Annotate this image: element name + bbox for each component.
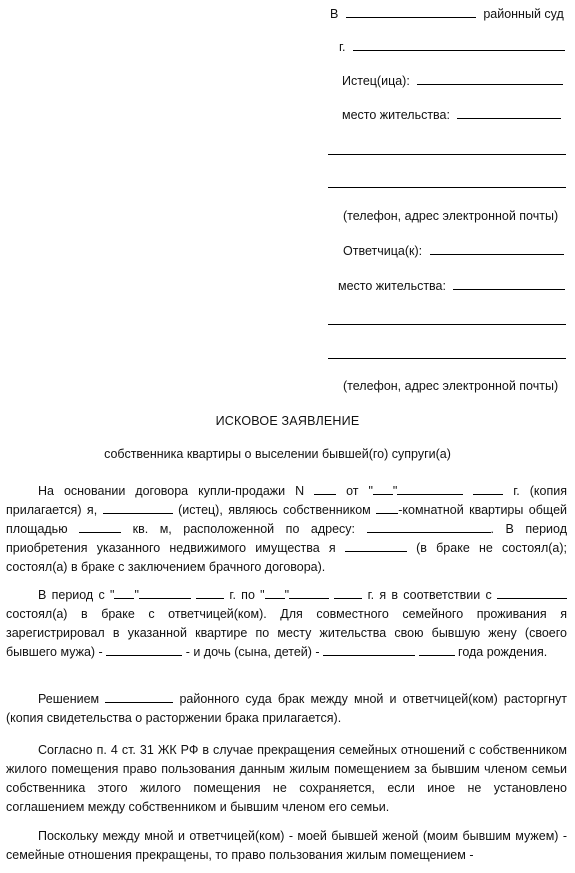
area-blank[interactable]	[79, 520, 121, 533]
plaintiff-line	[342, 72, 563, 89]
marriage-start-month-blank[interactable]	[139, 586, 191, 599]
plaintiff-name-blank[interactable]	[103, 501, 173, 514]
divorce-court-blank[interactable]	[105, 690, 173, 703]
address-blank[interactable]	[367, 520, 491, 533]
paragraph-law-reference: Согласно п. 4 ст. 31 ЖК РФ в случае прекращения семейных отношений с собственником жилого помещения право пользования данным жилым помещением за бывшим членом семьи собственника этого жилого помещения не сохраняется, если иное не установлено соглашением между собственником и бывшим членом его семьи.	[6, 743, 567, 814]
marriage-end-year-blank[interactable]	[334, 586, 362, 599]
defendant-blank[interactable]	[430, 242, 564, 255]
plaintiff-address-line-1[interactable]	[328, 154, 566, 155]
plaintiff-blank[interactable]	[417, 72, 563, 85]
court-prefix: В	[330, 7, 339, 21]
defendant-label: Ответчица(к):	[343, 244, 423, 258]
paragraph-divorce: Решением районного суда брак между мной и ответчицей(ком) расторгнут (копия свидетельства о расторжении брака прилагается).	[6, 692, 567, 725]
marriage-basis-blank[interactable]	[497, 586, 567, 599]
paragraph-conclusion: Поскольку между мной и ответчицей(ком) - моей бывшей женой (моим бывшим мужем) - семейные отношения прекращены, то право пользования жилым помещением -	[6, 829, 567, 862]
plaintiff-residence-label: место жительства:	[342, 108, 450, 122]
court-suffix: районный суд	[483, 7, 564, 21]
contract-number-blank[interactable]	[314, 482, 336, 495]
court-line	[330, 5, 564, 22]
defendant-contacts: (телефон, адрес электронной почты)	[343, 379, 559, 393]
defendant-residence-line	[338, 277, 565, 294]
paragraph-ownership: На основании договора купли-продажи N от " " г. (копия прилагается) я, (истец), являюсь собственником -комнатной квартиры общей площадью кв. м, расположенной по адресу: . В период приобретения указанного недвижимого имущества я (в браке не состоял(а); состоял(а) в браке с заключением брачного договора).	[6, 484, 567, 574]
marriage-end-month-blank[interactable]	[289, 586, 329, 599]
contract-day-blank[interactable]	[373, 482, 393, 495]
defendant-residence-blank[interactable]	[453, 277, 565, 290]
paragraph-marriage: В период с " " г. по " " г. я в соответствии с состоял(а) в браке с ответчицей(ком). Для совместного семейного проживания я зарегистрировал в указанной квартире по месту жительства свою бывшую жену (своего бывшего мужа) - - и дочь (сына, детей) - года рождения.	[6, 588, 567, 659]
marriage-end-day-blank[interactable]	[265, 586, 285, 599]
defendant-address-line-1[interactable]	[328, 324, 566, 325]
city-blank[interactable]	[353, 38, 565, 51]
contract-month-blank[interactable]	[397, 482, 463, 495]
court-name-blank[interactable]	[346, 5, 476, 18]
marital-status-blank[interactable]	[345, 539, 407, 552]
document-subtitle: собственника квартиры о выселении бывшей(го) супруги(а)	[104, 447, 451, 461]
children-name-blank[interactable]	[323, 643, 415, 656]
city-line	[339, 38, 565, 55]
ex-spouse-name-blank[interactable]	[106, 643, 182, 656]
marriage-start-day-blank[interactable]	[114, 586, 134, 599]
plaintiff-contacts: (телефон, адрес электронной почты)	[343, 209, 559, 223]
plaintiff-residence-blank[interactable]	[457, 106, 561, 119]
contract-year-blank[interactable]	[473, 482, 503, 495]
plaintiff-residence-line	[342, 106, 561, 123]
defendant-address-line-2[interactable]	[328, 358, 566, 359]
city-prefix: г.	[339, 40, 346, 54]
defendant-line	[343, 242, 564, 259]
plaintiff-label: Истец(ица):	[342, 74, 410, 88]
children-birth-year-blank[interactable]	[419, 643, 455, 656]
rooms-blank[interactable]	[376, 501, 398, 514]
plaintiff-address-line-2[interactable]	[328, 187, 566, 188]
defendant-residence-label: место жительства:	[338, 279, 446, 293]
document-title: ИСКОВОЕ ЗАЯВЛЕНИЕ	[215, 414, 360, 428]
marriage-start-year-blank[interactable]	[196, 586, 224, 599]
